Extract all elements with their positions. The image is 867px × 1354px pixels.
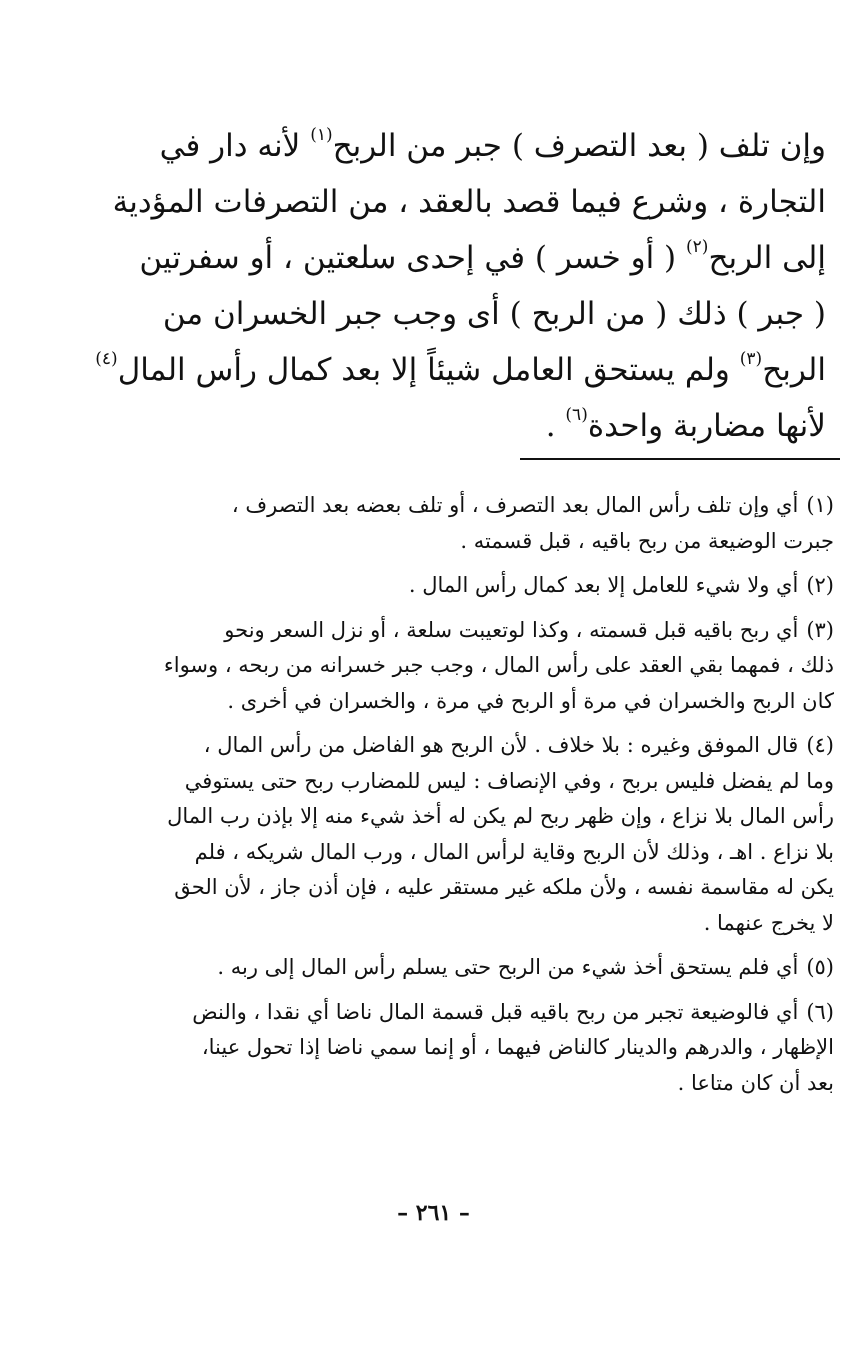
footnote-3 (104, 613, 834, 720)
footnote-line (104, 648, 834, 684)
footnote-ref-4[interactable]: (٤) (95, 349, 118, 369)
footnote-text: أي وإن تلف رأس المال بعد التصرف ، أو تلف بعضه بعد التصرف ، (231, 493, 799, 517)
footnote-text: يكن له مقاسمة نفسه ، ولأن ملكه غير مستقر عليه ، فإن أذن جاز ، لأن الحق (174, 875, 834, 899)
footnote-separator (520, 458, 840, 460)
footnotes-section (104, 488, 834, 1110)
main-line-text: لأنها مضاربة واحدة (587, 408, 826, 444)
footnote-text: أي فالوضيعة تجبر من ربح باقيه قبل قسمة المال ناضا أي نقدا ، والنض (192, 999, 799, 1024)
footnote-ref-1[interactable]: (١) (310, 125, 333, 145)
footnote-number: (٦) (806, 999, 834, 1024)
main-line-4 (104, 286, 826, 342)
footnote-text: أي ربح باقيه قبل قسمته ، وكذا لوتعيبت سلعة ، أو نزل السعر ونحو (224, 617, 799, 642)
footnote-line (104, 1030, 834, 1066)
main-line-6 (104, 398, 826, 454)
main-line-end: . (545, 408, 566, 444)
footnote-4 (104, 728, 834, 941)
footnote-number: (٢) (806, 573, 834, 597)
footnote-ref-2[interactable]: (٢) (686, 237, 709, 257)
footnote-text: أي فلم يستحق أخذ شيء من الربح حتى يسلم رأس المال إلى ربه . (217, 955, 799, 979)
footnote-line (104, 488, 834, 524)
footnote-text: أي ولا شيء للعامل إلا بعد كمال رأس المال . (408, 573, 799, 597)
footnote-6 (104, 995, 834, 1102)
main-line-tail: ( أو خسر ) في إحدى سلعتين ، أو سفرتين (139, 240, 687, 276)
footnote-line (104, 1066, 834, 1102)
main-line-3 (104, 230, 826, 286)
footnote-text: جبرت الوضيعة من ربح باقيه ، قبل قسمته . (460, 528, 834, 553)
main-line-text: التجارة ، وشرع فيما قصد بالعقد ، من التصرفات المؤدية (112, 184, 826, 220)
main-line-text: ( جبر ) ذلك ( من الربح ) أى وجب جبر الخسران من (162, 296, 826, 332)
footnote-line (104, 950, 834, 986)
footnote-2 (104, 568, 834, 604)
page-number: – ٢٦١ – (397, 1200, 470, 1226)
footnote-line (104, 764, 834, 800)
footnote-line (104, 613, 834, 649)
main-line-tail: ولم يستحق العامل شيئاً إلا بعد كمال رأس المال (117, 352, 740, 388)
main-line-1 (104, 118, 826, 174)
footnote-number: (٥) (806, 955, 834, 979)
main-line-tail: لأنه دار في (159, 128, 311, 164)
main-line-text: الربح (762, 352, 826, 388)
footnote-text: رأس المال بلا نزاع ، وإن ظهر ربح لم يكن له أخذ شيء منه إلا بإذن رب المال (167, 804, 834, 828)
footnote-line (104, 684, 834, 720)
footnote-line (104, 799, 834, 835)
footnote-1 (104, 488, 834, 559)
footnote-text: ذلك ، فمهما بقي العقد على رأس المال ، وجب جبر خسرانه من ربحه ، وسواء (163, 653, 834, 677)
footnote-text: بلا نزاع . اهـ ، وذلك لأن الربح وقاية لرأس المال ، ورب المال شريكه ، فلم (194, 839, 834, 864)
footnote-text: لا يخرج عنهما . (703, 910, 834, 935)
footnote-5 (104, 950, 834, 986)
footnote-line (104, 524, 834, 560)
footnote-line (104, 906, 834, 942)
footnote-text: وما لم يفضل فليس بربح ، وفي الإنصاف : ليس للمضارب ربح حتى يستوفي (184, 768, 834, 793)
main-line-2 (104, 174, 826, 230)
footnote-text: قال الموفق وغيره : بلا خلاف . لأن الربح هو الفاضل من رأس المال ، (203, 733, 799, 757)
footnote-number: (٤) (806, 733, 834, 757)
footnote-line (104, 835, 834, 871)
footnote-number: (١) (806, 493, 834, 517)
footnote-number: (٣) (806, 617, 834, 642)
footnote-ref-6[interactable]: (٦) (565, 405, 588, 425)
main-text (95, 118, 826, 454)
main-line-5 (95, 342, 826, 398)
footnote-ref-3[interactable]: (٣) (739, 349, 763, 369)
footnote-line (104, 995, 834, 1031)
footnote-line (104, 870, 834, 906)
footnote-line (104, 728, 834, 764)
footnote-text: كان الربح والخسران في مرة أو الربح في مرة ، والخسران في أخرى . (227, 688, 834, 713)
footnote-line (104, 568, 834, 604)
main-line-text: إلى الربح (708, 240, 826, 276)
footnote-text: بعد أن كان متاعا . (677, 1070, 834, 1095)
main-line-text: وإن تلف ( بعد التصرف ) جبر من الربح (332, 128, 826, 164)
footnote-text: الإظهار ، والدرهم والدينار كالناض فيهما ، أو إنما سمي ناضا إذا تحول عينا، (201, 1035, 834, 1059)
